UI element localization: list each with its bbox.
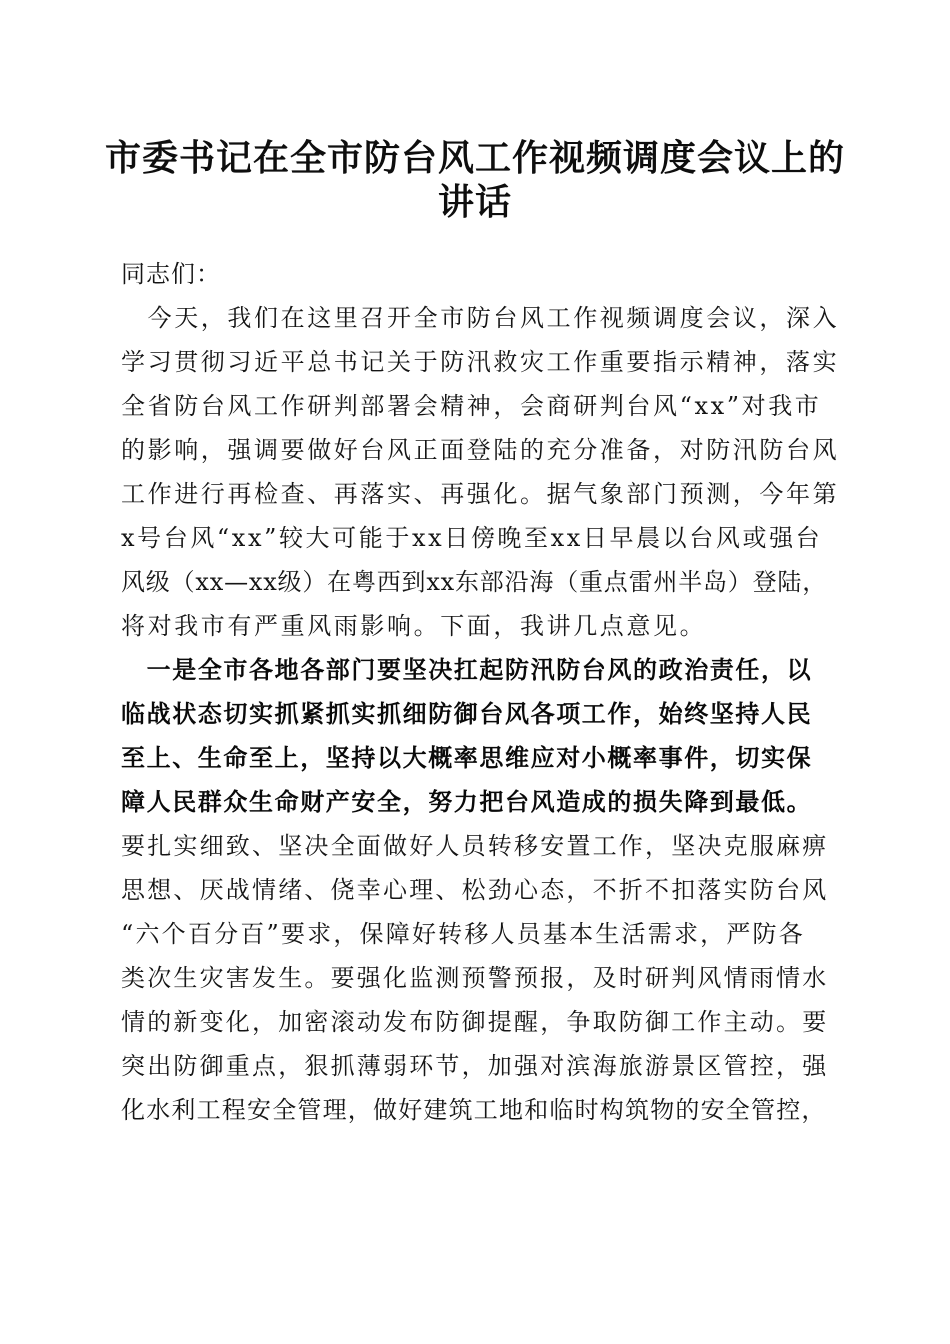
salutation: 同志们： (121, 260, 221, 288)
paragraph-1 (121, 296, 840, 648)
paragraph-1-line-5: 工作进行再检查、再落实、再强化。据气象部门预测，今年第 (121, 480, 840, 508)
title-line-2: 讲话 (437, 181, 512, 223)
paragraph-2-line-6: 突出防御重点，狠抓薄弱环节，加强对滨海旅游景区管控，强 (121, 1052, 829, 1080)
paragraph-2-bold-line-2: 临战状态切实抓紧抓实抓细防御台风各项工作，始终坚持人民 (121, 699, 813, 728)
paragraph-1-line-3: 全省防台风工作研判部署会精神，会商研判台风“xx”对我市 (121, 392, 822, 420)
paragraph-2-line-1: 要扎实细致、坚决全面做好人员转移安置工作，坚决克服麻痹 (121, 832, 829, 860)
title-line-1: 市委书记在全市防台风工作视频调度会议上的 (104, 137, 845, 179)
document-body (121, 252, 840, 1132)
paragraph-1-line-6: x号台风“xx”较大可能于xx日傍晚至xx日早晨以台风或强台 (121, 524, 823, 552)
paragraph-1-line-2: 学习贯彻习近平总书记关于防汛救灾工作重要指示精神，落实 (121, 348, 840, 376)
paragraph-1-line-8: 将对我市有严重风雨影响。下面，我讲几点意见。 (121, 612, 707, 640)
paragraph-1-line-1: 今天，我们在这里召开全市防台风工作视频调度会议，深入 (121, 304, 840, 332)
paragraph-2-line-7: 化水利工程安全管理，做好建筑工地和临时构筑物的安全管控， (121, 1096, 827, 1124)
paragraph-2-line-2: 思想、厌战情绪、侥幸心理、松劲心态，不折不扣落实防台风 (121, 876, 829, 904)
paragraph-2-line-3: “六个百分百”要求，保障好转移人员基本生活需求，严防各 (121, 920, 805, 948)
paragraph-2-line-5: 情的新变化，加密滚动发布防御提醒，争取防御工作主动。要 (121, 1008, 829, 1036)
paragraph-2-bold-line-4: 障人民群众生命财产安全，努力把台风造成的损失降到最低。 (121, 787, 813, 816)
paragraph-1-line-4: 的影响，强调要做好台风正面登陆的充分准备，对防汛防台风 (121, 436, 840, 464)
paragraph-2-bold-line-3: 至上、生命至上，坚持以大概率思维应对小概率事件，切实保 (121, 743, 813, 772)
paragraph-2 (121, 648, 833, 1132)
document-title (100, 136, 850, 224)
paragraph-1-line-7: 风级（xx—xx级）在粤西到xx东部沿海（重点雷州半岛）登陆， (121, 568, 828, 596)
paragraph-2-bold-line-1: 一是全市各地各部门要坚决扛起防汛防台风的政治责任，以 (121, 655, 813, 684)
paragraph-2-line-4: 类次生灾害发生。要强化监测预警预报，及时研判风情雨情水 (121, 964, 829, 992)
